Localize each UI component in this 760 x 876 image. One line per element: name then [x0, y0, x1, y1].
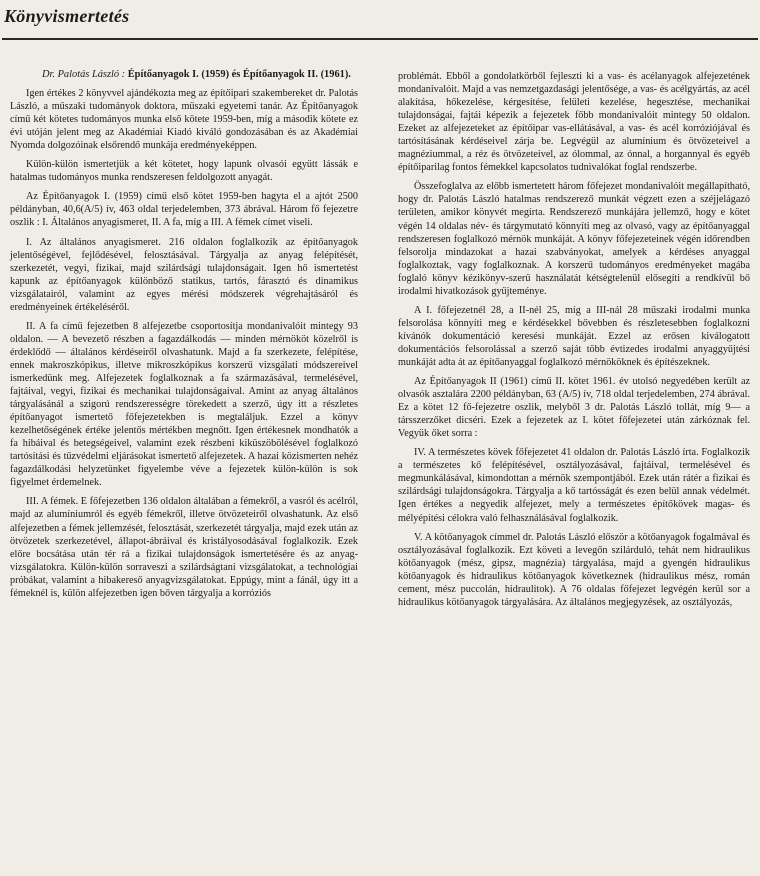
paragraph: A I. főfejezetnél 28, a II-nél 25, míg a III-nál 28 műszaki irodalmi munka felsorolása könnyíti meg e kérdésekkel bővebben és részletesebben foglalkozni kívánók dokumentáció keresési munkáját. Ezzel az erősen kiválogatott dokumentációs felsorolással a szerző saját több évtizedes irodalmi anyaggyűjtési munkáját adta át az építőanyaggal foglalkozó mérnököknek és építészeknek. — [398, 304, 750, 368]
review-heading — [10, 68, 358, 81]
paragraph: IV. A természetes kövek főfejezetet 41 oldalon dr. Palotás László írta. Foglalkozik a természetes kő felépítésével, osztályozásával, fajtáival, termelésével és megmunkálásával, kimondottan a mérnök szempontjából. Ezek után rátér a fizikai és szilárdsági tulajdonságokra. Tárgyalja a kő tartósságát és ezen belül annak védelmét. Igen értékes a negyedik alfejezet, mely a természetes építőkövek magas- és mélyépítési célokra való felhasználásával foglalkozik. — [398, 447, 750, 524]
review-left-column — [10, 68, 358, 600]
paragraph: III. A fémek. E főfejezetben 136 oldalon általában a fémekről, a vasról és acélról, majd az alumíniumról és egyéb fémekről, illetve ötvözeteiről olvashatunk. Az első alfejezetben a fémek jellemzését, felosztását, szerkezetét tárgyalja, majd ezek után az ötvözetek szerkezetével, állapot-ábráival és kristályosodásával foglalkozik. Ezek előre bocsátása után tér rá a fizikai tulajdonságok ismertetésére és az anyag-vizsgálatokra. Külön-külön sorraveszi a szilárdságtani vizsgálatokat, a technológiai próbákat, valamint a hibakereső anyagvizsgálatokat. Eppúgy, mint a fánál, úgy itt a fémeknél is, külön alfejezetben igen bőven tárgyalja a korróziós — [10, 496, 358, 599]
review-book-title: Építőanyagok I. (1959) és Építőanyagok II. (1961). — [127, 69, 351, 80]
review-author: Dr. Palotás László : — [42, 69, 126, 80]
paragraph: II. A fa című fejezetben 8 alfejezetbe csoportosítja mondanivalóit mintegy 93 oldalon. — A bevezető részben a fagazdálkodás — minden mérnököt közelről is érdeklődő — általános kérdéseiről olvashatunk. Majd a fa szerkezete, felépítése, ennek makroszkópikus, illetve mikroszkópikus korszerű vizsgálati módszereivel ismerkedünk meg. Alfejezetek foglalkoznak a fa származásával, termelésével, fajtáival, vegyi, fizikai és mechanikai tulajdonságaival. Amint az anyag általános tárgyalásánál a szigorú rendszerességre törekedett a szerző, úgy itt a részletes építőanyagot ismertető főfejezetekben is megtaláljuk. Ezzel a könyv kezelhetőségének értéke jelentős mértékben megnőtt. Igen értékesnek mondhatók a fa hibáival és betegségeivel, valamint ezek részbeni kiküszöbölésével foglalkozó tartósítási és tűzvédelmi eljárásokat ismertető alfejezetek. A hazai közismerten nehéz fagazdálkodási helyzetünket figyelembe véve a fejezetek külön-külön is sok figyelmet érdemelnek. — [10, 320, 358, 489]
paragraph: I. Az általános anyagismeret. 216 oldalon foglalkozik az építőanyagok jelentőségével, fejlődésével, felosztásával. Tárgyalja az anyag felépítését, szerkezetét, vegyi, fizikai, majd szilárdsági tulajdonságait. Igen hő ismertetést kapunk az építőanyagok különböző statikus, tartós, fárasztó és dinamikus vizsgálatairól, valamint az egyes mérési módszerek végrehajtásáról és eredményeinek értékeléséről. — [10, 236, 358, 313]
paragraph: Igen értékes 2 könyvvel ajándékozta meg az építőipari szakembereket dr. Palotás László, a műszaki tudományok doktora, műszaki egyetemi tanár. Az Építőanyagok című két kötetes tudományos munka első kötete 1959-ben, míg a második kötete ez évi utóján jelent meg az Akadémiai Kiadó kiváló gondozásában és az Akadémiai Nyomda dolgozóinak elsőrendő munkája eredményeképpen. — [10, 88, 358, 152]
paragraph: Az Építőanyagok I. (1959) című első kötet 1959-ben hagyta el a ajtót 2500 példányban, 40,6(A/5) ív, 463 oldal terjedelemben, 373 ábrával. Három fő fejezetre oszlik : I. Általános anyagismeret, II. A fa, míg a III. A fémek címet viseli. — [10, 191, 358, 229]
title-rule — [2, 38, 758, 40]
paragraph: V. A kötőanyagok címmel dr. Palotás László először a kötőanyagok fogalmával és osztályozásával foglalkozik. Ezt követi a levegőn szilárduló, tehát nem hidraulikus kötőanyagok (mész, gipsz, magnézia) tárgyalása, majd a gyengén hidraulikus kötőanyagok és hidraulikus kötőanyagok következnek (hidraulikus mész, román cement, mész puccolán, hidraulitok). A 76 oldalas főfejezet legvégén kerül sor a hidraulikus kötőanyagok tárgyalására. Az általános megjegyzések, az osztályozás, — [398, 531, 750, 608]
review-right-column — [398, 70, 750, 609]
paragraph: Külön-külön ismertetjük a két kötetet, hogy lapunk olvasói együtt lássák e hatalmas tudományos munka rendszeresen feldolgozott anyagát. — [10, 159, 358, 184]
paragraph: Összefoglalva az előbb ismertetett három főfejezet mondanivalóit megállapítható, hogy dr. Palotás László hatalmas rendszerező munkát végzett ezen a széjjelágazó területen, amikor könyvét megírta. Rendszerező munkájára jellemző, hogy e kötet végén 14 oldalas név- és tárgymutató könnyíti meg az olvasó, vagy az építőanyaggal rendszeresen foglalkozó mérnök munkáját. A könyv főfejezeteinek végén időrendben felsorolja mindazokat a hazai szabványokat, amelyek a kérdéses anyaggal foglalkoztak, vagy foglalkoznak. A korszerű tudományos eredményeket magába foglaló könyv kézikönyv-szerű használatát kétségtelenül elősegíti a rendkívül bő irodalmi hivatkozások gyűjteménye. — [398, 181, 750, 297]
page-title: Könyvismertetés — [4, 6, 130, 26]
paragraph: problémát. Ebből a gondolatkörből fejleszti ki a vas- és acélanyagok alfejezetének mondanivalóit. Majd a vas nemzetgazdasági jelentősége, a vas- és acélgyártás, az acél alakítása, hőkezelése, kérgesítése, felületi kezelése, hegesztése, mechanikai tulajdonságai, fajtái képezik a fejezetek főbb mondanivalóit mintegy 50 oldalon. Ezeket az alfejezeteket az építőipar vas-ellátásával, a vas- és acél korróziójával és tartósításának kérdéseivel zárja be. Legvégül az alumínium és ötvözeteivel a magnéziummal, a réz és ötvözeteivel, az ólommal, az ónnal, a horgannyal és egyéb építőiparilag fontos fémekkel kapcsolatos tudnivalókat foglal rendszerbe. — [398, 71, 750, 174]
paragraph: Az Építőanyagok II (1961) című II. kötet 1961. év utolsó negyedében került az olvasók asztalára 2200 példányban, 63 (A/5) ív, 718 oldal terjedelemben, 274 ábrával. Ez a kötet 12 fő-fejezetre oszlik, melyből 3 dr. Palotás László tollát, míg 9— a társszerzőket dicséri. Ezek a fejezetek az I. kötet főfejezetei után zárkóznak fel. Vegyük őket sorra : — [398, 376, 750, 440]
